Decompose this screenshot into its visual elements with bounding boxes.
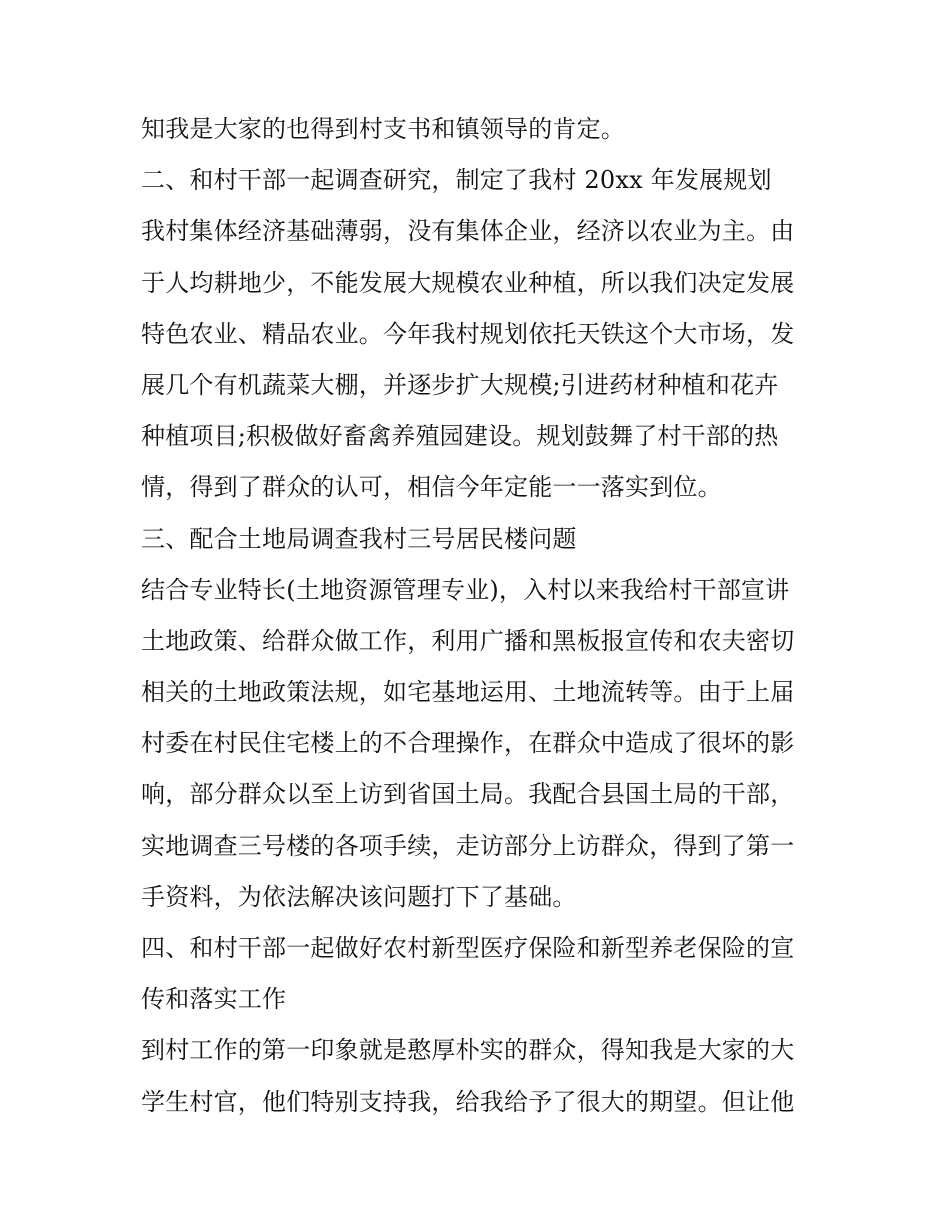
text-line: 村委在村民住宅楼上的不合理操作，在群众中造成了很坏的影: [141, 729, 795, 758]
text-line: 结合专业特长(土地资源管理专业)，入村以来我给村干部宣讲: [141, 575, 790, 604]
section-heading-continued: 传和落实工作: [141, 985, 287, 1014]
text-line: 到村工作的第一印象就是憨厚朴实的群众，得知我是大家的大: [141, 1036, 795, 1065]
section-heading: 三、配合土地局调查我村三号居民楼问题: [141, 524, 577, 553]
text-line: 种植项目;积极做好畜禽养殖园建设。规划鼓舞了村干部的热: [141, 422, 779, 451]
text-line: 土地政策、给群众做工作，利用广播和黑板报宣传和农夫密切: [141, 626, 795, 655]
text-line: 展几个有机蔬菜大棚，并逐步扩大规模;引进药材种植和花卉: [141, 370, 779, 399]
document-body: [141, 104, 821, 1128]
text-line: 响，部分群众以至上访到省国土局。我配合县国土局的干部，: [141, 780, 795, 809]
text-line: 手资料，为依法解决该问题打下了基础。: [141, 882, 577, 911]
section-heading: 四、和村干部一起做好农村新型医疗保险和新型养老保险的宣: [141, 934, 795, 962]
text-line: 情，得到了群众的认可，相信今年定能一一落实到位。: [141, 473, 722, 502]
text-line: 实地调查三号楼的各项手续，走访部分上访群众，得到了第一: [141, 831, 795, 860]
section-heading: 二、和村干部一起调查研究，制定了我村 20xx 年发展规划: [141, 166, 772, 195]
text-line: 知我是大家的也得到村支书和镇领导的肯定。: [141, 115, 625, 143]
text-line: 相关的土地政策法规，如宅基地运用、土地流转等。由于上届: [141, 678, 795, 707]
text-line: 学生村官，他们特别支持我，给我给予了很大的期望。但让他: [141, 1087, 795, 1116]
text-line: 特色农业、精品农业。今年我村规划依托天铁这个大市场，发: [141, 319, 795, 348]
text-line: 于人均耕地少，不能发展大规模农业种植，所以我们决定发展: [141, 268, 795, 297]
text-line: 我村集体经济基础薄弱，没有集体企业，经济以农业为主。由: [141, 217, 795, 246]
